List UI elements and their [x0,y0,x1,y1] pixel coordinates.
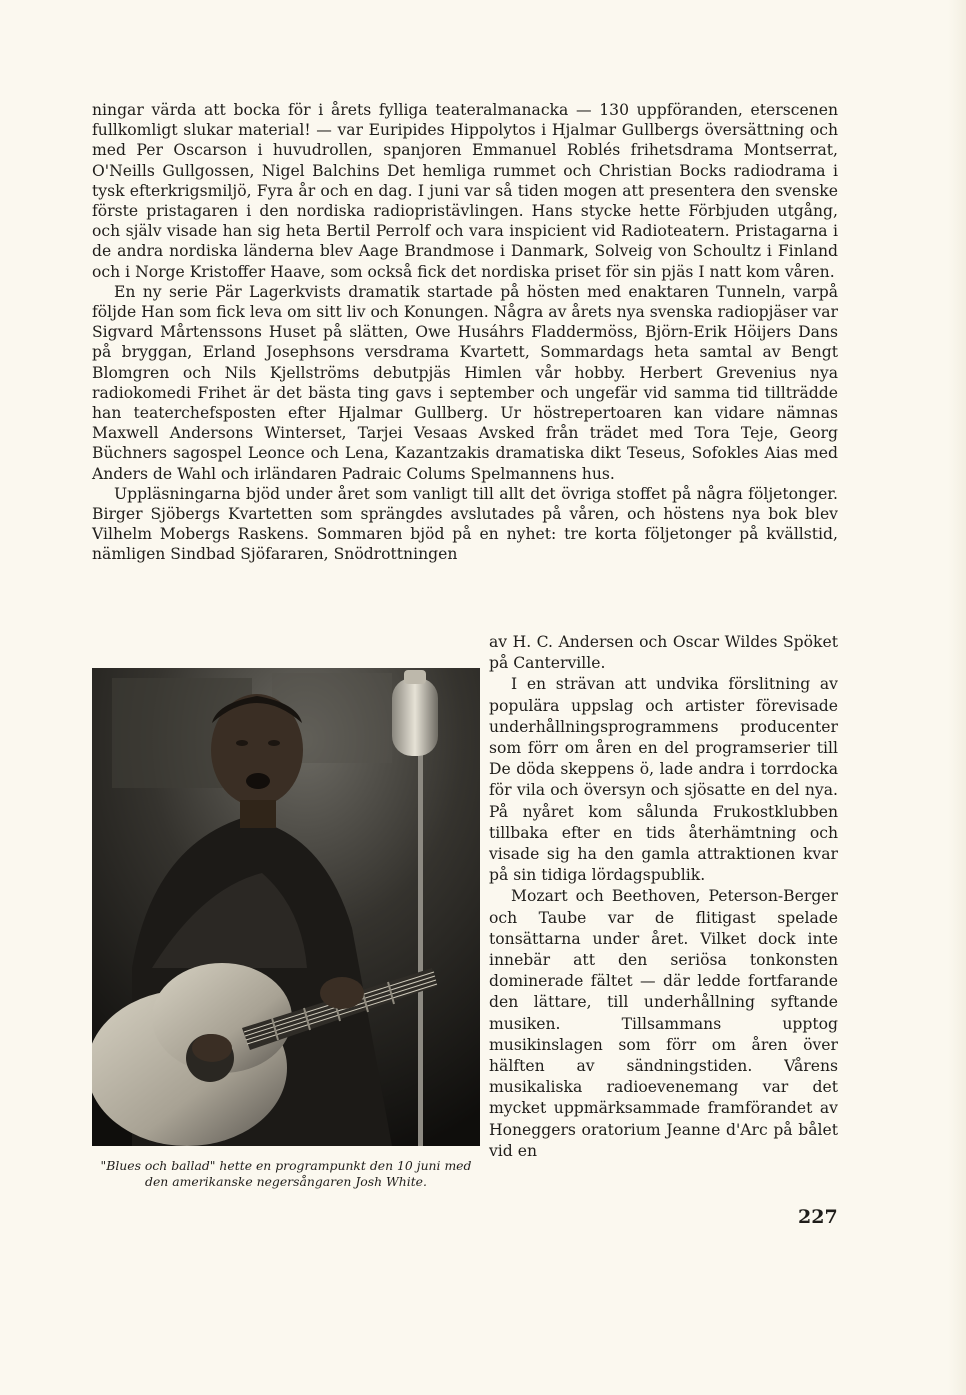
paragraph-lagerkvist-series: En ny serie Pär Lagerkvists dramatik startade på hösten med enaktaren Tunneln, varpå följde Han som fick leva om sitt liv och Konungen. Några av årets nya svenska radiopjäser var Sigvard Mårtenssons Huset på slätten, Owe Husáhrs Fladdermöss, Björn-Erik Höijers Dans på bryggan, Erland Josephsons versdrama Kvartett, Sommardags heta samtal av Bengt Blomgren och Nils Kjellströms debutpjäs Himlen vår hobby. Herbert Grevenius nya radiokomedi Frihet är det bästa ting gavs i september och ungefär vid samma tid tillträdde han teaterchefsposten efter Hjalmar Gullberg. Ur höstrepertoaren kan vidare nämnas Maxwell Andersons Winterset, Tarjei Vesaas Avsked från trädet med Tora Teje, Georg Büchners sagospel Leonce och Lena, Kazantzakis dramatiska dikt Teseus, Sofokles Aias med Anders de Wahl och irländaren Padraic Colums Spelmannens hus. [92,282,838,483]
paper-edge-shading [948,0,966,1395]
photo-caption: "Blues och ballad" hette en programpunkt den 10 juni med den amerikanske negersångaren Josh White. [100,1158,472,1189]
photo-illustration [92,668,480,1146]
paragraph-entertainment: I en strävan att undvika förslitning av populära uppslag och artister förevisade underhållningsprogrammens producenter som förr om åren en del programserier till De döda skeppens ö, lade andra i torrdocka för vila och översyn och sjösatte en del nya. På nyåret kom sålunda Frukostklubben tillbaka efter en tids återhämtning och visade sig ha den gamla attraktionen kvar på sin tidiga lördagspublik. [489,675,838,885]
paragraph-readings-continued: av H. C. Andersen och Oscar Wildes Spöket på Canterville. [489,633,838,673]
main-text-column [92,100,838,565]
paragraph-music: Mozart och Beethoven, Peterson-Berger och Taube var de flitigast spelade tonsättarna under året. Vilket dock inte innebär att den seriösa tonkonsten dominerade fältet — där ledde fortfarande den lättare, till underhållning syftande musiken. Tillsammans upptog musikinslagen som förr om åren över hälften av sändningstiden. Vårens musikaliska radioevenemang var det mycket uppmärksammade framförandet av Honeggers oratorium Jeanne d'Arc på bålet vid en [489,887,838,1160]
right-text-column [489,632,838,1162]
photo-josh-white [92,668,480,1146]
page-number: 227 [798,1206,838,1228]
paragraph-theatre-season: ningar värda att bocka för i årets fylliga teateralmanacka — 130 uppföranden, eterscenen fullkomligt slukar material! — var Euripides Hippolytos i Hjalmar Gullbergs översättning och med Per Oscarson i huvudrollen, spanjoren Emmanuel Roblés frihetsdrama Montserrat, O'Neills Gullgossen, Nigel Balchins Det hemliga rummet och Christian Bocks radiodrama i tysk efterkrigsmiljö, Fyra år och en dag. I juni var så tiden mogen att presentera den svenske förste pristagaren i den nordiska radiopristävlingen. Hans stycke hette Förbjuden utgång, och själv visade han sig heta Bertil Perrolf och vara inspicient vid Radioteatern. Pristagarna i de andra nordiska länderna blev Aage Brandmose i Danmark, Solveig von Schoultz i Finland och i Norge Kristoffer Haave, som också fick det nordiska priset för sin pjäs I natt kom våren. [92,101,838,281]
paragraph-readings: Uppläsningarna bjöd under året som vanligt till allt det övriga stoffet på några följetonger. Birger Sjöbergs Kvartetten som sprängdes avslutades på våren, och höstens nya bok blev Vilhelm Mobergs Raskens. Sommaren bjöd på en nyhet: tre korta följetonger på kvällstid, nämligen Sindbad Sjöfararen, Snödrottningen [92,484,838,564]
